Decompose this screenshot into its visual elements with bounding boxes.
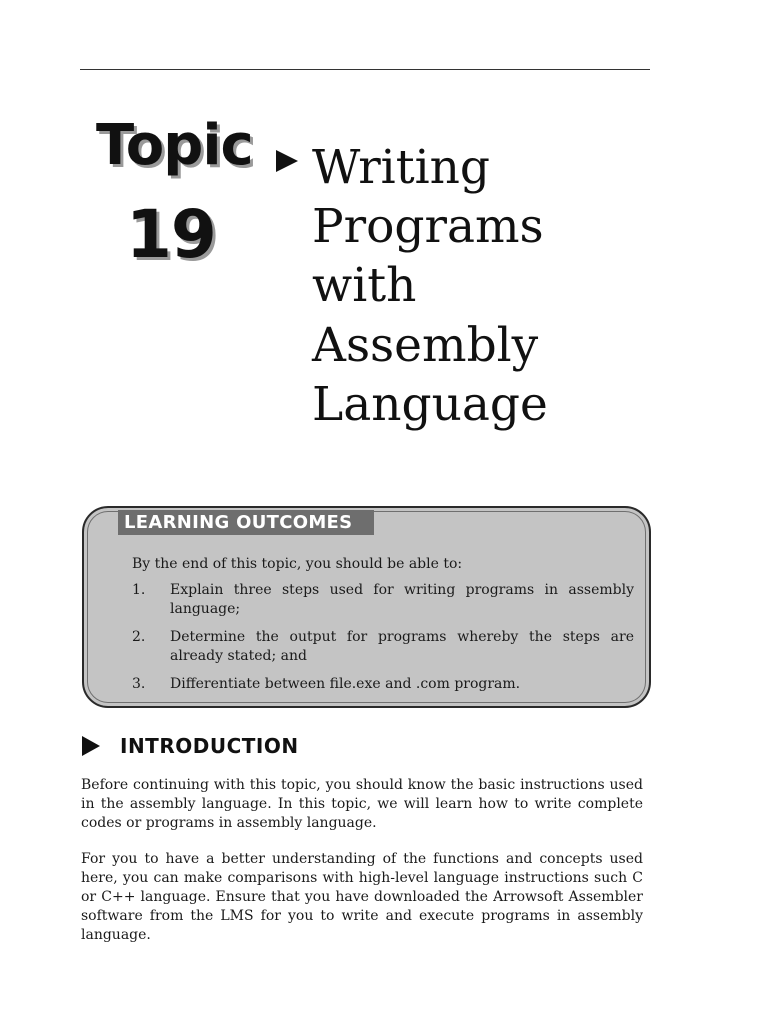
- learning-outcomes-heading: LEARNING OUTCOMES: [118, 510, 374, 535]
- title-line-4: Assembly: [312, 318, 539, 373]
- learning-outcome-text: Differentiate between file.exe and .com program.: [170, 676, 521, 692]
- learning-outcome-text: Explain three steps used for writing programs in assembly language;: [170, 582, 634, 617]
- title-line-5: Language: [312, 377, 548, 432]
- title-line-1: Writing: [312, 140, 490, 195]
- learning-outcome-number: 1.: [132, 582, 146, 598]
- introduction-paragraph-1: Before continuing with this topic, you should know the basic instructions used in the assembly language. In this topic, we will learn how to write complete codes or programs in assembly language.: [81, 777, 643, 831]
- title-line-3: with: [312, 258, 417, 313]
- topic-number: 19: [126, 196, 216, 273]
- learning-outcome-text: Determine the output for programs whereby the steps are already stated; and: [170, 629, 634, 664]
- learning-outcome-item: [132, 628, 634, 666]
- learning-outcomes-intro: By the end of this topic, you should be able to:: [132, 556, 463, 572]
- title-arrow-icon: [276, 150, 298, 172]
- learning-outcome-number: 2.: [132, 629, 146, 645]
- learning-outcome-number: 3.: [132, 676, 146, 692]
- introduction-paragraph-2: For you to have a better understanding of the functions and concepts used here, you can make comparisons with high-level language instructions such C or C++ language. Ensure that you have downloaded the Arrowsoft Assembler software from the LMS for you to write and execute programs in assembly language.: [81, 851, 643, 943]
- header-rule: [80, 69, 650, 70]
- topic-label: Topic: [96, 113, 253, 178]
- introduction-heading: INTRODUCTION: [120, 734, 299, 758]
- learning-outcome-item: [132, 675, 634, 694]
- title-line-2: Programs: [312, 199, 544, 254]
- learning-outcome-item: [132, 581, 634, 619]
- section-arrow-icon: [82, 736, 100, 756]
